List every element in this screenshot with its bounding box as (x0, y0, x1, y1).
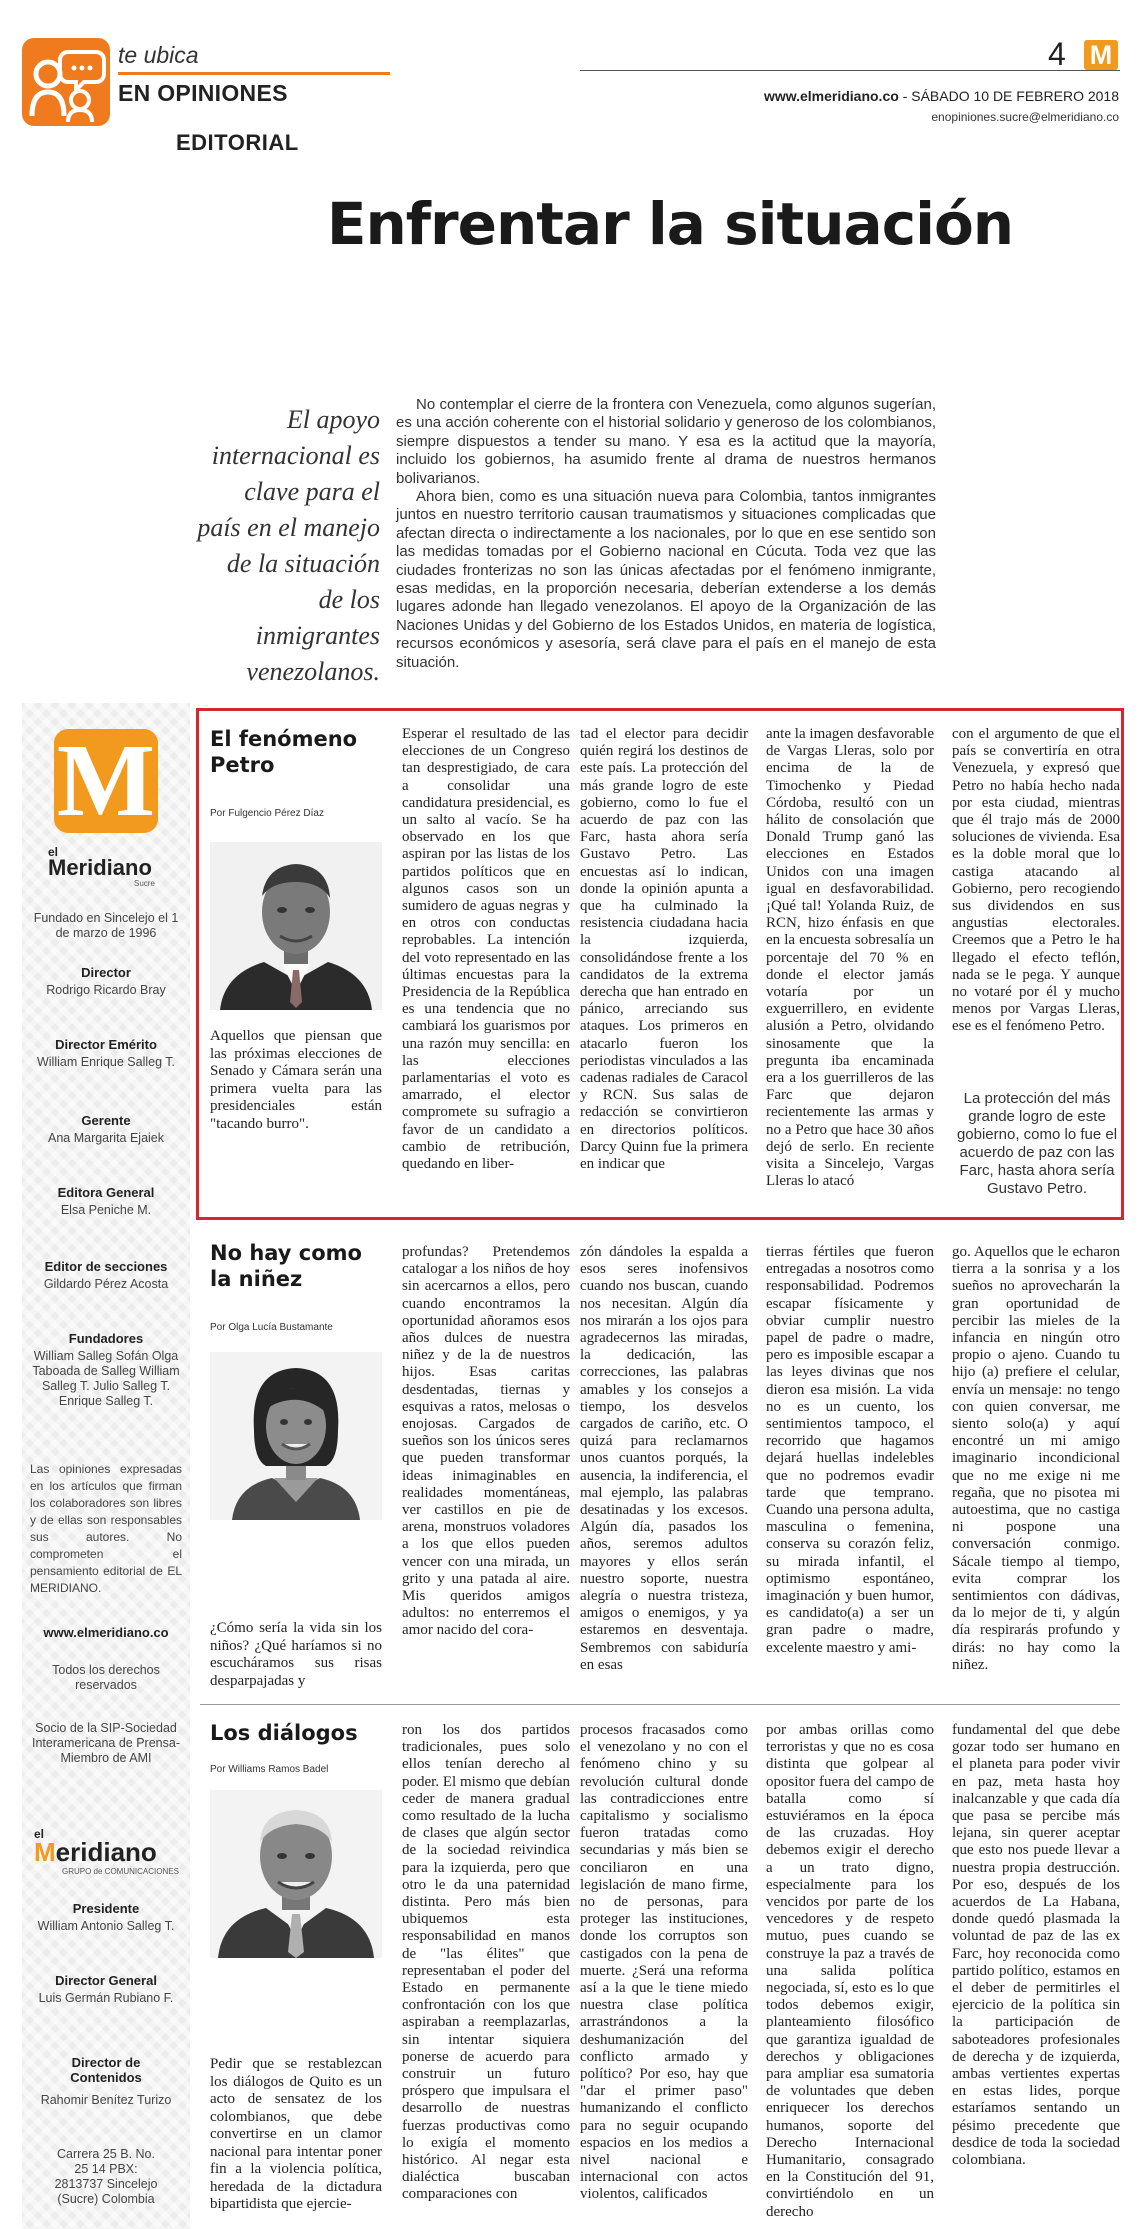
staff-name: William Antonio Salleg T. (37, 1919, 175, 1933)
editorial-paragraph: No contemplar el cierre de la frontera con Venezuela, como algunos sugerían, es una acción coherente con el historial solidario y generoso de los colombianos, siempre dispuestos a tender su mano. Y esa es la actitud que la mayoría, incluido los gobiernos, ha asumido frente al drama de nuestros hermanos bolivarianos. (396, 396, 936, 487)
brand-badge: M (1084, 40, 1118, 70)
dateline (764, 88, 1119, 104)
logo-region: Sucre (134, 879, 155, 888)
staff-role: Editor de secciones (44, 1259, 168, 1274)
section-label: EDITORIAL (176, 130, 299, 155)
section-name: EN OPINIONES (118, 80, 288, 106)
website-link[interactable]: www.elmeridiano.co (43, 1625, 169, 1640)
column-text: profundas? Pretendemos catalogar a los niños de hoy sin acercarnos a ellos, pero cuando encontramos la oportunidad añoramos esos años dulces de nuestra niñez y de la de nuestros hijos. Esas caritas desdentadas, tiernas y esquivas a ratos, melosas o enojosas. Cargados de sueños son los únicos seres que pueden transformar ideas inimaginables en realidades momentáneas, ver castillos en pie de arena, monstruos voladores a los que ellos pueden vencer con una mirada, un grito y una patada al aire. Mis queridos amigos adultos: no enterremos el amor nacido del cora- (402, 1244, 570, 1639)
column-intro: ¿Cómo sería la vida sin los niños? ¿Qué haríamos si no escucháramos sus risas desparpajadas y (210, 1620, 382, 1689)
logo-name: Meridiano (48, 855, 152, 880)
opinion-disclaimer: Las opiniones expresadas en los artículos que firman los colaboradores son libres y de ellas son responsables sus autores. No comprometen el pensamiento editorial de EL MERIDIANO. (30, 1462, 182, 1595)
column-title: El fenómeno Petro (210, 727, 358, 777)
column-text: con el argumento de que el país se convertiría en otra Venezuela, y expresó que Petro no había hecho nada por esta ciudad, mientras que él trajo más de 2000 soluciones de vivienda. Esa es la doble moral que lo castiga atacando al Gobierno, pero recogiendo sus dividendos en sus angustias electorales. Creemos que a Petro le ha llegado el efecto teflón, nada se le pega. Y aunque no votaré por él y mucho menos por Vargas Lleras, ese es el fenómeno Petro. (952, 726, 1120, 1035)
staff-name: Ana Margarita Ejaiek (47, 1131, 165, 1145)
staff-role: Director (81, 965, 131, 980)
address: Carrera 25 B. No. 25 14 PBX: 2813737 Sincelejo (Sucre) Colombia (54, 2147, 158, 2206)
column-text: ron los dos partidos tradicionales, pues solo ellos tenían derecho al poder. El mismo que debían ceder de manera gradual como resultado de la lucha de clases que algún sector de la sociedad reivindica para la izquierda, pero que otro le da una paternidad distinta. Pero más bien ubiquemos esta responsabilidad en manos de "las élites" que representaban el poder del Estado en permanente confrontación con los que aspiraban a reemplazarlas, sin intentar siquiera ponerse de acuerdo para construir un futuro próspero que impulsara el desarrollo de nuestras fuerzas productivas como lo exigía el momento histórico. Al negar esta dialéctica buscaban comparaciones con (402, 1722, 570, 2203)
staff-name: Gildardo Pérez Acosta (43, 1277, 169, 1291)
staff-name: Rahomir Benítez Turizo (40, 2093, 172, 2107)
column-intro: Pedir que se restablezcan los diálogos de Quito es un acto de sensatez de los colombianos, que debe convertirse en un clamor nacional para intentar poner fin a la violencia política, heredada de la dictadura bipartidista que ejercie- (210, 2056, 382, 2212)
group-logo: Meridiano (34, 1837, 157, 1867)
column-text: procesos fracasados como el venezolano y no con el fenómeno chino y su revolución cultural donde las contradicciones entre capitalismo y socialismo fueron tratadas como secundarias y más bien se conciliaron en una legislación de mano firme, no de personas, para proteger las instituciones, donde los corruptos son castigados con la pena de muerte. ¿Será una reforma así a la que le tiene miedo nuestra clase política arrastrándonos a la deshumanización del conflicto armado y político? Por eso, hay que "dar el primer paso" humanizando el conflicto para no seguir ocupando espacios en los medios a nivel nacional e internacional con actos violentos, calificados (580, 1722, 748, 2203)
brand-tagline: te ubica (118, 42, 199, 68)
issue-date: - SÁBADO 10 DE FEBRERO 2018 (902, 88, 1119, 104)
website-link[interactable]: www.elmeridiano.co (763, 88, 899, 104)
contact-email[interactable]: enopiniones.sucre@elmeridiano.co (931, 110, 1119, 124)
staff-name: William Salleg Sofán Olga Taboada de Salleg William Salleg T. Julio Salleg T. Enrique Salleg T. (32, 1349, 180, 1408)
author-photo (210, 842, 382, 1010)
column-text: Esperar el resultado de las elecciones de un Congreso tan desprestigiado, de cara a consolidar una candidatura presidencial, es un salto al vacío. Se ha observado en los que aspiran por las listas de los partidos políticos que en algunos casos son un sumidero de aguas negras y en otros con conductas reprobables. La intención del voto representado en las últimas encuestas para la Presidencia de la República es una tendencia que no cambiará los guarismos por una razón muy sencilla: en las elecciones parlamentarias el voto es amarrado, el elector compromete su sufragio a favor de un candidato a cambio de retribución, quedando en liber- (402, 726, 570, 1173)
editorial-headline: Enfrentar la situación (326, 190, 1014, 258)
staff-name: Elsa Peniche M. (60, 1203, 152, 1217)
column-title: Los diálogos (210, 1721, 358, 1745)
column-text: por ambas orillas como terroristas y que no es cosa distinta que golpear al opositor fuera del campo de batalla como sí estuviéramos en la época de las cruzadas. Hoy debemos exigir el derecho a un trato digno, especialmente para los vencidos por parte de los vencedores y de respeto mutuo, pues cuando se construye la paz a través de una salida política negociada, sí, esto es lo que todos debemos exigir, planteamiento filosófico que garantiza igualdad de derechos y obligaciones para ampliar esa sumatoria de voluntades que deben enriquecer los derechos humanos, soporte del Derecho Internacional Humanitario, consagrado en la Constitución del 91, convirtiéndolo en un derecho (766, 1722, 934, 2220)
column-text: fundamental del que debe gozar todo ser humano en el planeta para poder vivir en paz, meta hasta hoy inalcanzable y que cada día que pasa se percibe más lejana, sin querer aceptar que esto nos puede llevar a nuestra propia destrucción. Por eso, después de los acuerdos de La Habana, donde quedó plasmada la voluntad de paz de las ex Farc, hoy reconocida como partido político, estamos en el deber de permitirles el ejercicio de la política sin la participación de saboteadores profesionales de derecha y de izquierda, ambas vertientes expertas en estas lides, porque estaríamos sentando un pésimo precedente que desdice de toda la sociedad colombiana. (952, 1722, 1120, 2169)
column-byline: Por Williams Ramos Badel (210, 1764, 329, 1775)
staff-name: Luis Germán Rubiano F. (38, 1991, 174, 2005)
column-text: zón dándoles la espalda a esos seres inofensivos cuando nos buscan, cuando nos necesitan. Algún día nos mirarán a los ojos para agradecernos las miradas, la dedicación, las correcciones, las palabras amables y los consejos a tiempo, los desvelos cargados de cariño, etc. O quizá para reclamarnos unos cuantos porqués, la ausencia, la indiferencia, el mal ejemplo, las palabras desatinadas y los excesos. Algún día, pasados los años, seremos adultos mayores y ellos serán nuestro soporte, nuestra alegría o nuestra tristeza, amigos o enemigos, y ya estaremos en desventaja. Sembremos con sabiduría en esas (580, 1244, 748, 1673)
meridiano-logo: M (54, 729, 158, 833)
staff-role: Editora General (57, 1185, 155, 1200)
column-divider (200, 1704, 1120, 1705)
column-byline: Por Olga Lucía Bustamante (210, 1322, 333, 1333)
founded-note: Fundado en Sincelejo el 1 de marzo de 1996 (33, 911, 179, 940)
column-text: ante la imagen desfavorable de Vargas Lleras, solo por encima de la de Timochenko y Piedad Córdoba, resultó con un hálito de consolación que Donald Trump ganó las elecciones en Estados Unidos con una imagen igual en desfavorabilidad. ¡Qué tal! Yolanda Ruiz, de RCN, hizo énfasis en que en la encuesta sobresalía un porcentaje del 70 % en donde el elector jamás votaría por un exguerrillero, en evidente alusión a Petro, olvidando sinosamente que la pregunta iba encaminada era a los guerrilleros de las Farc que dejaron recientemente las armas y no a Petro que hace 30 años dejó de serlo. En reciente visita a Sincelejo, Vargas Lleras lo atacó (766, 726, 934, 1190)
masthead-sidebar (22, 703, 190, 2229)
staff-role: Fundadores (68, 1331, 144, 1346)
column-text: tierras fértiles que fueron entregadas a nosotros como responsabilidad. Podremos escapar físicamente y obviar cumplir nuestro papel de padre o madre, pero es imposible escapar a las leyes divinas que nos dieron esa misión. La vida no es un cuento, los sentimientos tampoco, el recorrido que hagamos dejará huellas indelebles que no podremos evadir tarde que temprano. Cuando una persona adulta, masculina o femenina, conserva su corazón feliz, su mirada infantil, el optimismo espontáneo, imaginación y buen humor, es candidato(a) a ser un gran padre o madre, excelente maestro y ami- (766, 1244, 934, 1656)
editorial-body (396, 396, 936, 672)
staff-role: Gerente (81, 1113, 131, 1128)
group-logo-subtitle: GRUPO de COMUNICACIONES (62, 1867, 179, 1876)
column-highlight-quote: La protección del más grande logro de este gobierno, como lo fue el acuerdo de paz con las Farc, hasta ahora sería Gustavo Petro. (956, 1090, 1118, 1197)
staff-name: William Enrique Salleg T. (36, 1055, 176, 1069)
page-number: 4 (1048, 36, 1066, 72)
rights-note: Todos los derechos reservados (52, 1663, 160, 1692)
membership-note: Socio de la SIP-Sociedad Interamericana de Prensa- Miembro de AMI (32, 1721, 180, 1765)
brand-rule (118, 72, 390, 75)
column-intro: Aquellos que piensan que las próximas elecciones de Senado y Cámara serán una primera vuelta para las presidenciales están "tacando burro". (210, 1028, 382, 1132)
staff-role: Presidente (72, 1901, 140, 1916)
staff-role: Director de Contenidos (70, 2055, 142, 2085)
author-photo (210, 1790, 382, 1958)
header-rule (580, 70, 1120, 71)
speech-people-icon (22, 38, 110, 126)
column-title: No hay como la niñez (210, 1241, 362, 1291)
column-byline: Por Fulgencio Pérez Díaz (210, 808, 324, 819)
staff-role: Director General (55, 1973, 157, 1988)
staff-name: Rodrigo Ricardo Bray (46, 983, 166, 997)
column-text: go. Aquellos que le echaron tierra a la sonrisa y a los sueños no aprovecharán la gran oportunidad de percibir las mieles de la infancia en ningún otro propio o ajeno. Cuando tu hijo (a) prefiere el celular, envía un mensaje: no tengo con quien conversar, me siento solo(a) y aquí encontré un mi amigo imaginario incondicional que no me exige ni me regaña, que no pisotea mi autoestima, que no castiga ni pospone una conversación conmigo. Sácale tiempo al tiempo, evita comprar los sentimientos con dádivas, da lo mejor de ti, y algún día respirarás profundo y dirás: no hay como la niñez. (952, 1244, 1120, 1673)
editorial-pull-quote: El apoyo internacional es clave para el país en el manejo de la situación de los inmigrantes venezolanos. (197, 405, 380, 686)
editorial-paragraph: Ahora bien, como es una situación nueva para Colombia, tantos inmigrantes juntos en nuestro territorio causan traumatismos y situaciones complicadas que afectan directa o indirectamente a los nacionales, por lo que en ese sentido son las medidas tomadas por el Gobierno nacional en Cúcuta. Toda vez que las ciudades fronterizas no son las únicas afectadas por el fenómeno inmigrante, esas medidas, en la proporción necesaria, deberían extenderse a los demás lugares adonde han llegado venezolanos. El apoyo de la Organización de las Naciones Unidas y del Gobierno de los Estados Unidos, en materia de logística, recursos económicos y asesoría, será clave para el país en el manejo de esta situación. (396, 488, 936, 671)
column-text: tad el elector para decidir quién regirá los destinos de este país. La protección del más grande logro de este gobierno, como lo fue el acuerdo de paz con las Farc, hasta ahora sería Gustavo Petro. Las encuestas así lo indican, donde la opinión apunta a que ha culminado la resistencia ciudadana hacia la izquierda, consolidándose frente a los candidatos de la extrema derecha que han entrado en pánico, arreciando sus ataques. Los primeros en atacarlo fueron los periodistas vinculados a las cadenas radiales de Caracol y RCN. Sus salas de redacción se convirtieron en directorios políticos. Darcy Quinn fue la primera en indicar que (580, 726, 748, 1173)
staff-role: Director Emérito (55, 1037, 157, 1052)
group-logo-prefix: el (34, 1827, 45, 1841)
author-photo (210, 1352, 382, 1520)
logo-prefix: el (48, 845, 59, 859)
